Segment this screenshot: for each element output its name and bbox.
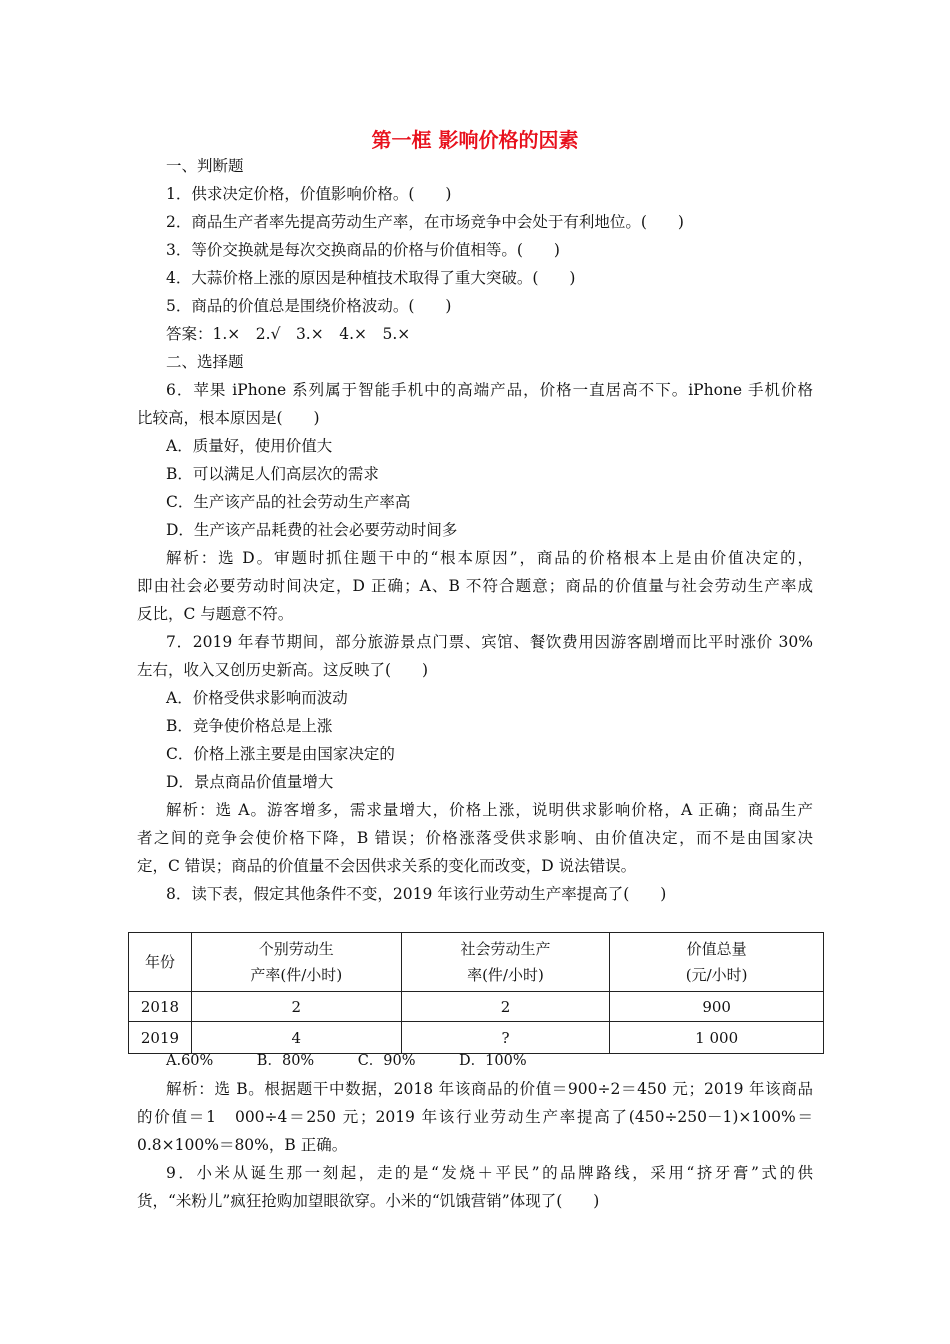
section-heading-choice: 二、选择题 — [166, 353, 244, 371]
header-social-line-1: 社会劳动生产 — [460, 940, 551, 958]
option-7c: C．价格上涨主要是由国家决定的 — [166, 745, 395, 763]
option-6c: C．生产该产品的社会劳动生产率高 — [166, 493, 411, 511]
explanation-8-line-2: 的价值＝1 000÷4＝250 元；2019 年该行业劳动生产率提高了(450÷250－1)×100%＝ — [137, 1108, 813, 1126]
question-7-line-2: 左右，收入又创历史新高。这反映了( ) — [137, 661, 429, 679]
table-cell: 2018 — [129, 992, 192, 1022]
page-title: 第一框 影响价格的因素 — [371, 128, 579, 152]
question-8: 8．读下表，假定其他条件不变，2019 年该行业劳动生产率提高了( ) — [166, 885, 667, 903]
explanation-8-line-3: 0.8×100%＝80%，B 正确。 — [137, 1136, 348, 1154]
options-8: A.60% B．80% C．90% D．100% — [166, 1053, 527, 1069]
table-header-row — [129, 933, 824, 992]
option-6d: D．生产该产品耗费的社会必要劳动时间多 — [166, 521, 458, 539]
option-7a: A．价格受供求影响而波动 — [166, 689, 348, 707]
table-cell: ? — [401, 1022, 610, 1054]
option-7d: D．景点商品价值量增大 — [166, 773, 334, 791]
question-3: 3．等价交换就是每次交换商品的价格与价值相等。( ) — [166, 241, 560, 259]
question-2: 2．商品生产者率先提高劳动生产率，在市场竞争中会处于有利地位。( ) — [166, 213, 684, 231]
table-cell: 4 — [191, 1022, 401, 1054]
question-4: 4．大蒜价格上涨的原因是种植技术取得了重大突破。( ) — [166, 269, 576, 287]
option-6b: B．可以满足人们高层次的需求 — [166, 465, 379, 483]
header-social-line-2: 率(件/小时) — [467, 966, 544, 984]
table-cell: 2 — [191, 992, 401, 1022]
table-cell: 2 — [401, 992, 610, 1022]
question-1: 1．供求决定价格，价值影响价格。( ) — [166, 185, 452, 203]
header-total-value — [610, 933, 824, 992]
explanation-7-line-3: 定，C 错误；商品的价值量不会因供求关系的变化而改变，D 说法错误。 — [137, 857, 637, 875]
table-cell: 1 000 — [610, 1022, 824, 1054]
explanation-6-line-2: 即由社会必要劳动时间决定，D 正确；A、B 不符合题意；商品的价值量与社会劳动生产率成 — [137, 577, 813, 595]
answer-key: 答案：1.× 2.√ 3.× 4.× 5.× — [166, 325, 411, 343]
explanation-8-line-1: 解析：选 B。根据题干中数据，2018 年该商品的价值＝900÷2＝450 元；2019 年该商品 — [166, 1080, 813, 1098]
question-6-line-1: 6．苹果 iPhone 系列属于智能手机中的高端产品，价格一直居高不下。iPhone 手机价格 — [166, 381, 813, 399]
question-7-line-1: 7．2019 年春节期间，部分旅游景点门票、宾馆、餐饮费用因游客剧增而比平时涨价 30% — [166, 633, 813, 651]
section-heading-judgement: 一、判断题 — [166, 157, 244, 175]
header-individual-line-2: 产率(件/小时) — [250, 966, 343, 984]
table-row — [129, 992, 824, 1022]
header-year — [129, 933, 192, 992]
explanation-6-line-1: 解析：选 D。审题时抓住题干中的“根本原因”，商品的价格根本上是由价值决定的， — [166, 549, 813, 567]
header-year-label: 年份 — [144, 953, 175, 971]
question-9-line-1: 9．小米从诞生那一刻起，走的是“发烧＋平民”的品牌路线，采用“挤牙膏”式的供 — [166, 1164, 813, 1182]
question-5: 5．商品的价值总是围绕价格波动。( ) — [166, 297, 452, 315]
header-total-line-2: (元/小时) — [685, 966, 748, 984]
explanation-7-line-2: 者之间的竞争会使价格下降，B 错误；价格涨落受供求影响、由价值决定，而不是由国家决 — [137, 829, 813, 847]
header-individual-line-1: 个别劳动生 — [258, 940, 334, 958]
header-individual-productivity — [191, 933, 401, 992]
table-cell: 2019 — [129, 1022, 192, 1054]
option-7b: B．竞争使价格总是上涨 — [166, 717, 333, 735]
table-cell: 900 — [610, 992, 824, 1022]
question-6-line-2: 比较高，根本原因是( ) — [137, 409, 320, 427]
explanation-6-line-3: 反比，C 与题意不符。 — [137, 605, 294, 623]
question-9-line-2: 货，“米粉儿”疯狂抢购加望眼欲穿。小米的“饥饿营销”体现了( ) — [137, 1192, 600, 1210]
explanation-7-line-1: 解析：选 A。游客增多，需求量增大，价格上涨，说明供求影响价格，A 正确；商品生产 — [166, 801, 813, 819]
header-social-productivity — [401, 933, 610, 992]
option-6a: A．质量好，使用价值大 — [166, 437, 333, 455]
header-total-line-1: 价值总量 — [686, 940, 747, 958]
productivity-table — [128, 932, 824, 1054]
